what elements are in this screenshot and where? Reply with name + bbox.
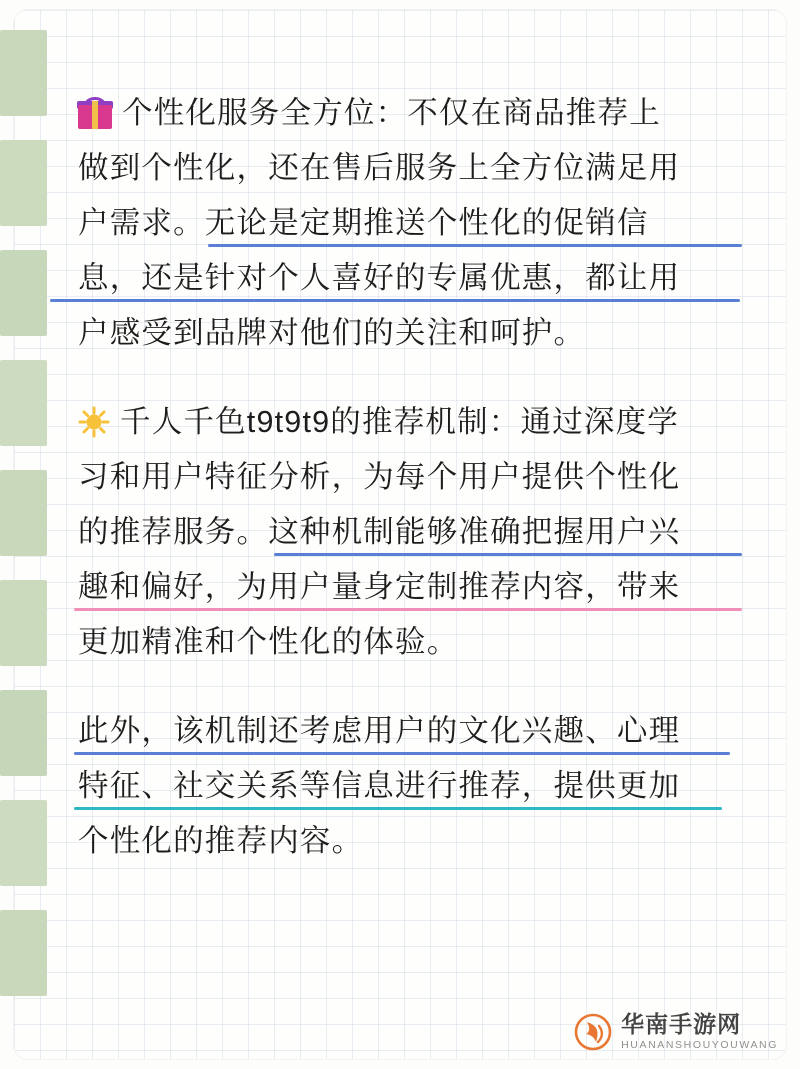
text-line: [78, 704, 750, 759]
underline-pink: [74, 608, 742, 611]
tape-piece: [0, 690, 47, 776]
text-line: [78, 759, 750, 814]
line-text: 更加精准和个性化的体验。: [78, 625, 459, 659]
line-text: 息，还是针对个人喜好的专属优惠，都让用: [78, 261, 681, 295]
tape-piece: [0, 360, 47, 446]
tape-piece: [0, 800, 47, 886]
gift-icon: [78, 97, 112, 129]
watermark-logo-icon: [574, 1013, 612, 1051]
document-content: [78, 86, 750, 903]
watermark-subtitle: HUANANSHOUYOUWANG: [621, 1038, 778, 1051]
tape-piece: [0, 470, 47, 556]
line-text: 趣和偏好，为用户量身定制推荐内容，带来: [78, 570, 681, 604]
watermark-title: 华南手游网: [621, 1011, 742, 1038]
text-line: [78, 141, 750, 196]
watermark: [574, 1012, 778, 1051]
line-text: 千人千色t9t9t9的推荐机制：通过深度学: [120, 405, 680, 439]
star-icon: [78, 406, 110, 438]
text-line: [78, 505, 750, 560]
paragraph-3: [78, 704, 750, 869]
line-text: 此外，该机制还考虑用户的文化兴趣、心理: [78, 714, 681, 748]
underline-blue: [74, 752, 730, 755]
tape-piece: [0, 580, 47, 666]
line-text: 做到个性化，还在售后服务上全方位满足用: [78, 151, 681, 185]
text-line: [78, 306, 750, 361]
text-line: [78, 196, 750, 251]
line-text: 户需求。无论是定期推送个性化的促销信: [78, 206, 649, 240]
text-line: [78, 86, 750, 141]
underline-blue: [274, 553, 742, 556]
tape-piece: [0, 140, 47, 226]
tape-piece: [0, 250, 47, 336]
underline-blue: [208, 244, 742, 247]
tape-strip-column: [0, 0, 58, 1069]
text-line: [78, 814, 750, 869]
text-line: [78, 560, 750, 615]
underline-blue: [50, 299, 740, 302]
text-line: [78, 450, 750, 505]
underline-teal: [74, 807, 722, 810]
line-text: 特征、社交关系等信息进行推荐，提供更加: [78, 769, 681, 803]
line-text: 习和用户特征分析，为每个用户提供个性化: [78, 460, 681, 494]
tape-piece: [0, 910, 47, 996]
line-text: 户感受到品牌对他们的关注和呵护。: [78, 316, 586, 350]
text-line: [78, 615, 750, 670]
line-text: 的推荐服务。这种机制能够准确把握用户兴: [78, 515, 681, 549]
line-text: 个性化服务全方位：不仅在商品推荐上: [122, 96, 661, 130]
text-line: [78, 395, 750, 450]
line-text: 个性化的推荐内容。: [78, 824, 364, 858]
paragraph-2: [78, 395, 750, 670]
paragraph-1: [78, 86, 750, 361]
text-line: [78, 251, 750, 306]
tape-piece: [0, 30, 47, 116]
watermark-text: [621, 1012, 778, 1051]
